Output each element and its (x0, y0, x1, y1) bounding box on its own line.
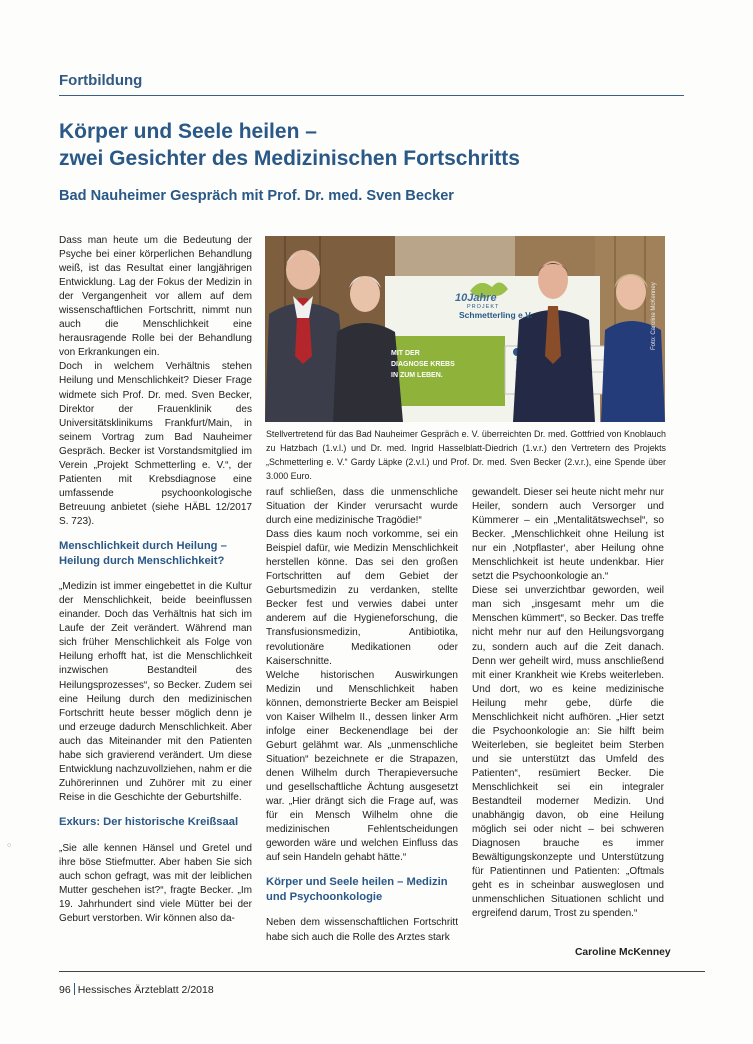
page-footer (59, 983, 214, 996)
publication-name: Hessisches Ärzteblatt 2/2018 (77, 984, 214, 996)
magazine-page: Fortbildung Körper und Seele heilen – zwei Gesichter des Medizinischen Fortschritts Bad Nauheimer Gespräch mit Prof. Dr. med. Sven Becker Dass man heute um die Bedeutung der Psyche bei einer körperlichen Behandlung weiß, ist das Resultat einer langjährigen Entwicklung. Lag der Fokus der Medizin in der Vergangenheit vor allem auf dem wissenschaftlichen Fortschritt, nimmt nun auch die Menschlichkeit eine herausragende Rolle bei der Behandlung von Erkrankungen ein. Doch in welchem Verhältnis stehen Heilung und Menschlichkeit? Dieser Frage widmete sich Prof. Dr. med. Sven Becker, Direktor der Frauenklinik des Universitätsklinikums Frankfurt/Main, in seinem Vortrag zum Bad Nauheimer Gespräch. Becker ist Vorstandsmitglied im Verein „Projekt Schmetterling e. V.“, der Patienten mit Krebsdiagnose eine umfassende psychoonkologische Betreuung anbietet (siehe HÄBL 12/2017 S. 723). Menschlichkeit durch Heilung – Heilung durch Menschlichkeit? „Medizin ist immer eingebettet in die Kultur der Menschlichkeit, beide beeinflussen einander. Doch das Verhältnis hat sich im Laufe der Zeit verändert. Während man sich früher Menschlichkeit als Folge von Heilung erhofft hat, ist die Menschlichkeit inzwischen Bestandteil des Heilungsprozesses“, so Becker. Zudem sei eine Heilung durch den medizinischen Fortschritt heute besser möglich denn je und erzeuge dadurch Menschlichkeit. Aber auch das Miteinander mit den Patienten habe sich gravierend verändert. Um diese Entwicklung nachzuvollziehen, nahm er die Zuhörerinnen und Zuhörer mit zu einer Reise in die Geschichte der Geburtshilfe. Exkurs: Der historische Kreißsaal „Sie alle kennen Hänsel und Gretel und ihre böse Stiefmutter. Aber haben Sie sich auch schon gefragt, was mit der leiblichen Mutter geschehen ist?“, fragte Becker. „Im 19. Jahrhundert sind viele Mütter bei der Geburt verstorben. Wir können also da- 10Jahre PROJEKT Schmetterling e.V. MIT DER DIAGNOSE KREBS IN ZUM LEBEN. Foto: Caroline McKenney Stellvertretend für das Bad Nauheimer Gespräch e. V. überreichten Dr. med. Gottfried von Knoblauch zu Hatzbach (1.v.l.) und Dr. med. Ingrid Hasselblatt-Diedrich (1.v.r.) den Vertretern des Projekts „Schmetterling e. V.“ Gardy Läpke (2.v.l.) und Prof. Dr. med. Sven Becker (2.v.r.), eine Spende über 3.000 Euro. rauf schließen, dass die unmenschliche Situation der Kinder verursacht wurde durch eine medizinische Tragödie!“ Dass dies kaum noch vorkomme, sei ein Beispiel dafür, wie Medizin Menschlichkeit herstellen könne. Das sei den großen Fortschritten auf dem Gebiet der Geburtsmedizin zu verdanken, stellte Becker fest und verwies dabei unter anderem auf die Hygieneforschung, die Transfusionsmedizin, Antibiotika, revolutionäre Medikationen oder Kaiserschnitte. Welche historischen Auswirkungen Medizin und Menschlichkeit haben können, demonstrierte Becker am Beispiel von Kaiser Wilhelm II., dessen linker Arm infolge einer Beckenendlage bei der Geburt gelähmt war. Als „unmenschliche Situation“ bezeichnete er die Strapazen, denen Wilhelm durch Therapieversuche und gesellschaftliche Ächtung ausgesetzt war. „Hier drängt sich die Frage auf, was für ein Mensch Wilhelm ohne die medizinischen Fehlentscheidungen geworden wäre und welchen Einfluss das auf sein Handeln gehabt hätte.“ Körper und Seele heilen – Medizin und Psychoonkologie Neben dem wissenschaftlichen Fortschritt habe sich auch die Rolle des Arztes stark gewandelt. Dieser sei heute nicht mehr nur Heiler, sondern auch Versorger und Kümmerer – ein „Mentalitätswechsel“, so Becker. „Menschlichkeit ohne Heilung ist nur ein ‚Notpflaster‘, aber Heilung ohne Menschlichkeit ist heute undenkbar. Hier setzt die Psychoonkologie an.“ Diese sei unverzichtbar geworden, weil man sich „insgesamt mehr um die Menschen kümmert“, so Becker. Das treffe nicht mehr nur auf den Heilungsvorgang zu, sondern auch auf die Zeit danach. Denn wer geheilt wird, muss anschließend mit einer Krankheit wie Krebs weiterleben. Und dort, wo es keine medizinische Heilung mehr gebe, dürfe die Menschlichkeit nicht aufhören. „Hier setzt die Psychoonkologie an: Sie hilft beim Weiterleben, sie begleitet beim Sterben und sie unterstützt das Umfeld des Patienten“, resümiert Becker. Die Menschlichkeit sei ein integraler Bestandteil moderner Medizin. Und unabhängig davon, ob eine Heilung möglich sei oder nicht – bei schweren Diagnosen brauche es immer Bewältigungskonzepte und Unterstützung für Patientinnen und Patienten: „Oftmals geht es in scheinbar ausweglosen und unmenschlichen Situationen schlicht und ergreifend darum, Trost zu spenden.“ Caroline McKenney ○ 96 Hessisches Ärzteblatt 2/2018 (0, 0, 753, 1044)
paragraph: gewandelt. Dieser sei heute nicht mehr nur Heiler, sondern auch Versorger und Kümmerer – ein „Mentalitätswechsel“, so Becker. „Menschlichkeit ohne Heilung ist nur ein ‚Notpflaster‘, aber Heilung ohne Menschlichkeit ist heute undenkbar. Hier setzt die Psychoonkologie an.“ (472, 487, 664, 583)
paragraph: „Medizin ist immer eingebettet in die Kultur der Menschlichkeit, beide beeinflussen einander. Doch das Verhältnis hat sich im Laufe der Zeit verändert. Während man sich früher Menschlichkeit als Folge von Heilung erhofft hat, ist die Menschlichkeit inzwischen Bestandteil des Heilungsprozesses“, so Becker. Zudem sei eine Heilung durch den medizinischen Fortschritt heute besser möglich denn je und erzeuge dadurch Menschlichkeit. Aber auch das Miteinander mit den Patienten habe sich gravierend verändert. Um diese Entwicklung nachzuvollziehen, nahm er die Zuhörerinnen und Zuhörer mit zu einer Reise in die Geschichte der Geburtshilfe. (59, 581, 252, 803)
headline-line-2: zwei Gesichter des Medizinischen Fortschritts (59, 147, 520, 170)
article-photo (265, 236, 665, 422)
author-byline: Caroline McKenney (575, 947, 671, 958)
section-label: Fortbildung (59, 72, 143, 89)
paragraph: rauf schließen, dass die unmenschliche Situation der Kinder verursacht wurde durch eine medizinische Tragödie!“ (266, 487, 458, 527)
article-subhead: Bad Nauheimer Gespräch mit Prof. Dr. med. Sven Becker (59, 188, 454, 204)
footer-separator (74, 983, 75, 995)
paragraph: „Sie alle kennen Hänsel und Gretel und ihre böse Stiefmutter. Aber haben Sie sich auch schon gefragt, was mit der leiblichen Mutter geschehen ist?“, fragte Becker. „Im 19. Jahrhundert sind viele Mütter bei der Geburt verstorben. Wir können also da- (59, 842, 252, 924)
section-divider (59, 95, 684, 96)
section-heading: Menschlichkeit durch Heilung – Heilung durch Menschlichkeit? (59, 539, 227, 567)
text-column-1 (59, 234, 252, 926)
section-heading: Körper und Seele heilen – Medizin und Psychoonkologie (266, 876, 448, 903)
banner-logo-text: 10Jahre PROJEKT Schmetterling e.V. (455, 292, 533, 320)
text-column-3 (472, 486, 664, 921)
paragraph: Welche historischen Auswirkungen Medizin und Menschlichkeit haben können, demonstrierte Becker am Beispiel von Kaiser Wilhelm II., dessen linker Arm infolge einer Beckenendlage bei der Geburt gelähmt war. Als „unmenschliche Situation“ bezeichnete er die Strapazen, denen Wilhelm durch Therapieversuche und gesellschaftliche Ächtung ausgesetzt war. „Hier drängt sich die Frage auf, was für ein Mensch Wilhelm ohne die medizinischen Fehlentscheidungen geworden wäre und welchen Einfluss das auf sein Handeln gehabt hätte.“ (266, 669, 458, 864)
paragraph: Doch in welchem Verhältnis stehen Heilung und Menschlichkeit? Dieser Frage widmete sich Prof. Dr. med. Sven Becker, Direktor der Frauenklinik des Universitätsklinikums Frankfurt/Main, in seinem Vortrag zum Bad Nauheimer Gespräch. Becker ist Vorstandsmitglied im Verein „Projekt Schmetterling e. V.“, der Patienten mit Krebsdiagnose eine umfassende psychoonkologische Betreuung anbietet (siehe HÄBL 12/2017 S. 723). (59, 361, 252, 527)
article-headline (59, 118, 699, 172)
paragraph: Dass man heute um die Bedeutung der Psyche bei einer körperlichen Behandlung weiß, ist das Resultat einer langjährigen Entwicklung. Lag der Fokus der Medizin in der Vergangenheit vor allem auf dem wissenschaftlichen Fortschritt, nimmt nun auch die Menschlichkeit eine herausragende Rolle bei der Behandlung von Erkrankungen ein. (59, 235, 252, 359)
paragraph: Dass dies kaum noch vorkomme, sei ein Beispiel dafür, wie Medizin Menschlichkeit herstellen könne. Das sei den großen Fortschritten auf dem Gebiet der Geburtsmedizin zu verdanken, stellte Becker fest und verwies dabei unter anderem auf die Hygieneforschung, die Transfusionsmedizin, Antibiotika, revolutionäre Medikationen oder Kaiserschnitte. (266, 529, 458, 667)
banner-slogan-text: MIT DER DIAGNOSE KREBS IN ZUM LEBEN. (391, 350, 455, 379)
text-column-2 (266, 486, 458, 945)
paragraph: Neben dem wissenschaftlichen Fortschritt habe sich auch die Rolle des Arztes stark (266, 917, 458, 943)
scan-mark: ○ (7, 842, 12, 849)
paragraph: Diese sei unverzichtbar geworden, weil man sich „insgesamt mehr um die Menschen kümmert“, so Becker. Das treffe nicht mehr nur auf den Heilungsvorgang zu, sondern auch auf die Zeit danach. Denn wer geheilt wird, muss anschließend mit einer Krankheit wie Krebs weiterleben. Und dort, wo es keine medizinische Heilung mehr gebe, dürfe die Menschlichkeit nicht aufhören. „Hier setzt die Psychoonkologie an: Sie hilft beim Weiterleben, sie begleitet beim Sterben und sie unterstützt das Umfeld des Patienten“, resümiert Becker. Die Menschlichkeit sei ein integraler Bestandteil moderner Medizin. Und unabhängig davon, ob eine Heilung möglich sei oder nicht – bei schweren Diagnosen brauche es immer Bewältigungskonzepte und Unterstützung für Patientinnen und Patienten: „Oftmals geht es in scheinbar ausweglosen und unmenschlichen Situationen schlicht und ergreifend darum, Trost zu spenden.“ (472, 585, 664, 920)
section-heading: Exkurs: Der historische Kreißsaal (59, 815, 239, 828)
footer-divider (59, 971, 705, 972)
page-number: 96 (59, 984, 71, 996)
headline-line-1: Körper und Seele heilen – (59, 120, 317, 143)
photo-caption: Stellvertretend für das Bad Nauheimer Gespräch e. V. überreichten Dr. med. Gottfried von Knoblauch zu Hatzbach (1.v.l.) und Dr. med. Ingrid Hasselblatt-Diedrich (1.v.r.) den Vertretern des Projekts „Schmetterling e. V.“ Gardy Läpke (2.v.l.) und Prof. Dr. med. Sven Becker (2.v.r.), eine Spende über 3.000 Euro. (266, 429, 666, 481)
